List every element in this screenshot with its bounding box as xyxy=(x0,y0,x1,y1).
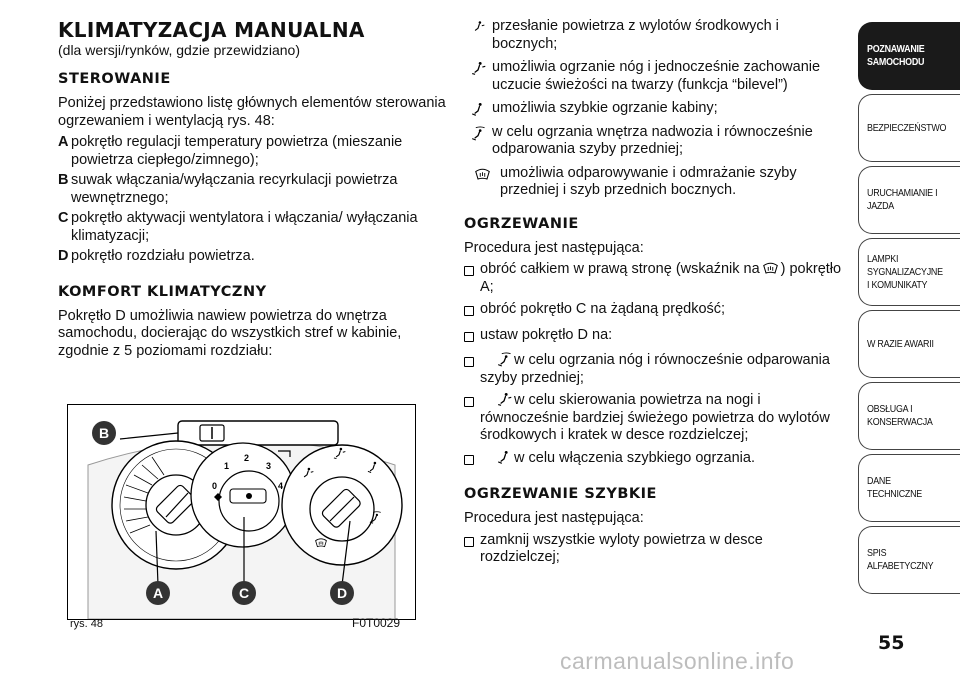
section-heading-ogrzewanie: OGRZEWANIE xyxy=(464,215,579,232)
climate-panel-figure xyxy=(67,404,416,620)
sterowanie-intro: Poniżej przedstawiono listę głównych elementów sterowania ogrzewaniem i wentylacją rys. 48: xyxy=(58,95,446,129)
page-number: 55 xyxy=(878,632,905,654)
section-heading-komfort: KOMFORT KLIMATYCZNY xyxy=(58,283,267,300)
watermark: carmanualsonline.info xyxy=(560,648,795,674)
control-item-a: A pokrętło regulacji temperatury powietrza (mieszanie powietrza ciepłego/zimnego); xyxy=(58,134,403,168)
svg-text:B: B xyxy=(98,425,110,441)
figure-code: F0T0029 xyxy=(352,616,401,630)
list-item: w celu ogrzania nóg i równocześnie odparowania szyby przedniej; xyxy=(464,352,846,387)
komfort-text: Pokrętło D umożliwia nawiew powietrza do wnętrza samochodu, docierając do wszystkich stref w kabinie, zgodnie z 5 poziomami rozdziału: xyxy=(58,307,402,359)
distribution-knob-d xyxy=(282,445,402,565)
tab-bezpieczenstwo[interactable]: BEZPIECZEŃSTWO xyxy=(858,94,960,162)
windshield-defrost-icon xyxy=(474,167,491,182)
level-item: przesłanie powietrza z wylotów środkowych i bocznych; xyxy=(464,18,846,53)
tab-dane-techniczne[interactable]: DANE TECHNICZNE xyxy=(858,454,960,522)
tab-spis-alfabetyczny[interactable]: SPIS ALFABETYCZNY xyxy=(858,526,960,594)
list-item: w celu włączenia szybkiego ogrzania. xyxy=(464,450,846,471)
bullet-square-icon xyxy=(464,450,480,471)
list-item: w celu skierowania powietrza na nogi i równocześnie bardziej świeżego powietrza do wylotów środkowych i kratek w desce rozdzielczej; xyxy=(464,392,846,445)
right-column xyxy=(464,18,846,572)
list-item: ustaw pokrętło D na: xyxy=(464,327,846,348)
bullet-square-icon xyxy=(464,532,480,567)
bullet-square-icon xyxy=(464,261,480,296)
svg-text:D: D xyxy=(336,585,348,601)
svg-text:4: 4 xyxy=(278,481,284,491)
page-subtitle: (dla wersji/rynków, gdzie przewidziano) xyxy=(58,42,300,58)
tab-poznawanie-samochodu[interactable]: POZNAWANIE SAMOCHODU xyxy=(858,22,960,90)
control-item-b: B suwak włączania/wyłączania recyrkulacji powietrza wewnętrznego; xyxy=(58,172,398,206)
ogrzewanie-intro: Procedura jest następująca: xyxy=(464,239,644,256)
szybkie-intro: Procedura jest następująca: xyxy=(464,510,644,526)
svg-text:0: 0 xyxy=(212,481,218,491)
svg-text:3: 3 xyxy=(266,461,272,471)
left-column xyxy=(58,18,446,364)
level-item: w celu ogrzania wnętrza nadwozia i równocześnie odparowania szyby przedniej; xyxy=(464,124,846,159)
tab-w-razie-awarii[interactable]: W RAZIE AWARII xyxy=(858,310,960,378)
page-title: KLIMATYZACJA MANUALNA xyxy=(58,18,365,42)
climate-panel-illustration xyxy=(68,405,415,619)
list-item: obróć całkiem w prawą stronę (wskaźnik na ) pokrętło A; xyxy=(464,261,846,296)
bilevel-icon xyxy=(470,61,486,76)
windshield-defrost-icon xyxy=(762,261,779,276)
feet-defrost-icon xyxy=(470,126,486,141)
chapter-tabs xyxy=(858,22,960,598)
control-item-d: D pokrętło rozdziału powietrza. xyxy=(58,248,255,264)
svg-text:1: 1 xyxy=(224,461,230,471)
tab-lampki-sygnalizacyjne[interactable]: LAMPKI SYGNALIZACYJNE I KOMUNIKATY xyxy=(858,238,960,306)
face-vent-icon xyxy=(471,20,485,34)
level-item: umożliwia szybkie ogrzanie kabiny; xyxy=(464,100,846,118)
feet-defrost-icon xyxy=(496,352,512,367)
fan-ac-knob-c xyxy=(191,443,295,547)
list-item: zamknij wszystkie wyloty powietrza w desce rozdzielczej; xyxy=(464,532,846,567)
bullet-square-icon xyxy=(464,301,480,322)
section-heading-sterowanie: STEROWANIE xyxy=(58,71,171,87)
bilevel-icon xyxy=(496,392,512,407)
svg-text:2: 2 xyxy=(244,453,250,463)
figure-caption: rys. 48 xyxy=(70,618,104,630)
svg-text:C: C xyxy=(238,585,250,601)
section-heading-szybkie: OGRZEWANIE SZYBKIE xyxy=(464,486,657,502)
bullet-square-icon xyxy=(464,352,480,387)
bullet-square-icon xyxy=(464,327,480,348)
list-item: obróć pokrętło C na żądaną prędkość; xyxy=(464,301,846,322)
feet-icon xyxy=(470,102,486,117)
level-item: umożliwia ogrzanie nóg i jednocześnie zachowanie uczucie świeżości na twarzy (funkcja “bilevel”) xyxy=(464,59,846,94)
bullet-square-icon xyxy=(464,392,480,445)
svg-text:A: A xyxy=(152,585,164,601)
level-item: umożliwia odparowywanie i odmrażanie szyby przedniej i szyb przednich bocznych. xyxy=(464,165,846,200)
feet-icon xyxy=(496,450,512,465)
control-item-c: C pokrętło aktywacji wentylatora i włączania/ wyłączania klimatyzacji; xyxy=(58,210,418,244)
tab-obsluga-i-konserwacja[interactable]: OBSŁUGA I KONSERWACJA xyxy=(858,382,960,450)
tab-uruchamianie-i-jazda[interactable]: URUCHAMIANIE I JAZDA xyxy=(858,166,960,234)
